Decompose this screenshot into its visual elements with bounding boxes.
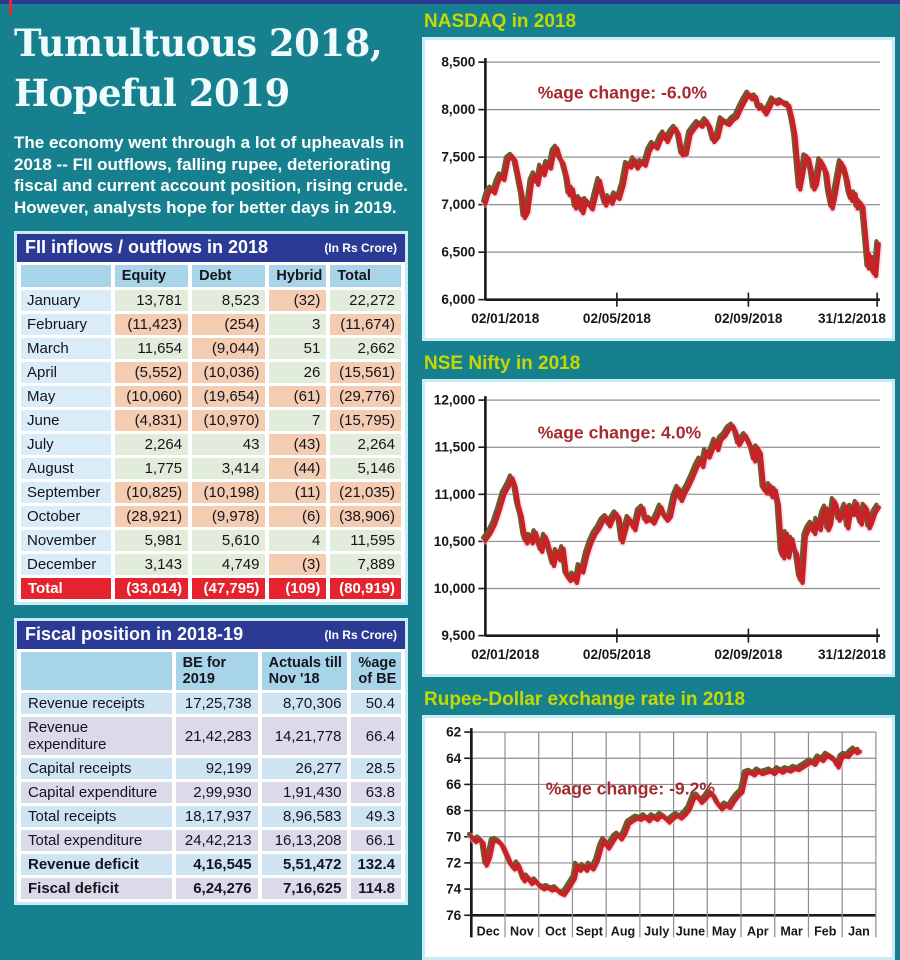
svg-text:02/09/2018: 02/09/2018 xyxy=(714,646,783,662)
fiscal-row xyxy=(21,782,401,803)
fii-value: 7,889 xyxy=(330,554,401,575)
fii-value: 8,523 xyxy=(192,290,265,311)
fii-value: 26 xyxy=(269,362,326,383)
svg-text:Aug: Aug xyxy=(610,924,636,939)
fii-row-november xyxy=(21,530,401,551)
fii-value: (11,423) xyxy=(115,314,188,335)
nasdaq-line-chart xyxy=(425,40,892,338)
fiscal-row xyxy=(21,854,401,875)
fiscal-panel-header xyxy=(17,621,405,649)
fiscal-value: 4,16,545 xyxy=(176,854,258,875)
fii-value: (38,906) xyxy=(330,506,401,527)
fii-row-may xyxy=(21,386,401,407)
fii-row-june xyxy=(21,410,401,431)
right-column xyxy=(422,4,895,960)
fiscal-col: BE for 2019 xyxy=(176,652,258,690)
fiscal-value: 21,42,283 xyxy=(176,717,258,755)
fii-month-label: March xyxy=(21,338,111,359)
fii-month-label: September xyxy=(21,482,111,503)
intro-text: The economy went through a lot of upheavals in 2018 -- FII outflows, falling rupee, deteriorating fiscal and current account position, rising crude. However, analysts hope for better days in 2019. xyxy=(14,133,408,217)
left-column xyxy=(14,12,408,918)
fii-panel-header xyxy=(17,234,405,262)
page-title-line2: Hopeful 2019 xyxy=(14,71,290,115)
chart-title-rupee: Rupee-Dollar exchange rate in 2018 xyxy=(424,688,746,710)
svg-text:02/05/2018: 02/05/2018 xyxy=(582,646,651,662)
fiscal-row-label: Revenue expenditure xyxy=(21,717,172,755)
svg-text:%age change: -9.2%: %age change: -9.2% xyxy=(545,778,716,799)
fii-header-row xyxy=(21,265,401,287)
fii-value: (61) xyxy=(269,386,326,407)
svg-text:7,500: 7,500 xyxy=(441,149,476,165)
fii-value: (9,978) xyxy=(192,506,265,527)
fii-value: 5,146 xyxy=(330,458,401,479)
svg-text:31/12/2018: 31/12/2018 xyxy=(817,646,886,662)
nasdaq-chart xyxy=(422,37,895,341)
chart-title-nasdaq: NASDAQ in 2018 xyxy=(424,11,577,32)
fii-value: 3,414 xyxy=(192,458,265,479)
fiscal-value: 17,25,738 xyxy=(176,693,258,714)
fii-value: 11,654 xyxy=(115,338,188,359)
fiscal-row xyxy=(21,830,401,851)
fii-value: 3 xyxy=(269,314,326,335)
fii-month-label: November xyxy=(21,530,111,551)
svg-text:64: 64 xyxy=(446,750,462,766)
fiscal-value: 1,91,430 xyxy=(262,782,348,803)
fii-row-february xyxy=(21,314,401,335)
fiscal-row-label: Total receipts xyxy=(21,806,172,827)
fiscal-col-label xyxy=(21,652,172,690)
fiscal-row xyxy=(21,693,401,714)
svg-text:02/01/2018: 02/01/2018 xyxy=(471,646,540,662)
fiscal-value: 28.5 xyxy=(351,758,401,779)
fii-value: (43) xyxy=(269,434,326,455)
svg-text:62: 62 xyxy=(446,724,462,740)
fii-row-august xyxy=(21,458,401,479)
rupee-line-chart xyxy=(425,718,892,958)
fii-total-value: (33,014) xyxy=(115,578,188,599)
fii-col-month xyxy=(21,265,111,287)
fii-value: (254) xyxy=(192,314,265,335)
svg-text:6,500: 6,500 xyxy=(441,244,476,260)
fii-month-label: December xyxy=(21,554,111,575)
fiscal-value: 92,199 xyxy=(176,758,258,779)
svg-text:8,000: 8,000 xyxy=(441,102,476,118)
fiscal-value: 63.8 xyxy=(351,782,401,803)
fiscal-row-label: Capital expenditure xyxy=(21,782,172,803)
fii-row-december xyxy=(21,554,401,575)
fiscal-value: 114.8 xyxy=(351,878,401,899)
fii-total-label: Total xyxy=(21,578,111,599)
svg-text:10,500: 10,500 xyxy=(433,533,476,549)
svg-text:%age change: 4.0%: %age change: 4.0% xyxy=(537,422,702,443)
nifty-chart xyxy=(422,379,895,677)
fiscal-row-label: Revenue receipts xyxy=(21,693,172,714)
fiscal-value: 2,99,930 xyxy=(176,782,258,803)
fii-value: 11,595 xyxy=(330,530,401,551)
fii-month-label: October xyxy=(21,506,111,527)
fiscal-value: 7,16,625 xyxy=(262,878,348,899)
fii-total-value: (80,919) xyxy=(330,578,401,599)
fii-row-september xyxy=(21,482,401,503)
fii-month-label: February xyxy=(21,314,111,335)
fiscal-value: 8,96,583 xyxy=(262,806,348,827)
svg-text:Sept: Sept xyxy=(575,924,603,939)
fiscal-row xyxy=(21,878,401,899)
svg-text:%age change: -6.0%: %age change: -6.0% xyxy=(537,82,708,103)
fii-value: (3) xyxy=(269,554,326,575)
svg-text:Mar: Mar xyxy=(780,924,803,939)
svg-text:Jan: Jan xyxy=(848,924,870,939)
svg-text:11,000: 11,000 xyxy=(434,486,476,502)
fiscal-col: Actuals till Nov '18 xyxy=(262,652,348,690)
fii-value: (11,674) xyxy=(330,314,401,335)
fii-value: (10,036) xyxy=(192,362,265,383)
fiscal-value: 66.4 xyxy=(351,717,401,755)
fii-total-value: (47,795) xyxy=(192,578,265,599)
fiscal-panel xyxy=(14,618,408,905)
fii-value: (4,831) xyxy=(115,410,188,431)
fii-row-april xyxy=(21,362,401,383)
fii-value: 13,781 xyxy=(115,290,188,311)
svg-text:11,500: 11,500 xyxy=(434,439,476,455)
fii-month-label: June xyxy=(21,410,111,431)
fii-month-label: August xyxy=(21,458,111,479)
svg-text:Feb: Feb xyxy=(814,924,837,939)
svg-text:Dec: Dec xyxy=(476,924,500,939)
fiscal-row-label: Fiscal deficit xyxy=(21,878,172,899)
fii-value: (15,561) xyxy=(330,362,401,383)
fii-value: 2,662 xyxy=(330,338,401,359)
svg-text:May: May xyxy=(711,924,737,939)
fii-value: 1,775 xyxy=(115,458,188,479)
fii-value: 7 xyxy=(269,410,326,431)
fii-col-debt: Debt xyxy=(192,265,265,287)
fii-value: 4,749 xyxy=(192,554,265,575)
red-corner-tick xyxy=(9,0,12,15)
fiscal-value: 16,13,208 xyxy=(262,830,348,851)
svg-text:76: 76 xyxy=(446,907,462,923)
fiscal-value: 8,70,306 xyxy=(262,693,348,714)
page-title-line1: Tumultuous 2018, xyxy=(14,21,383,65)
fiscal-value: 66.1 xyxy=(351,830,401,851)
fii-value: 2,264 xyxy=(330,434,401,455)
svg-text:66: 66 xyxy=(446,776,462,792)
fii-value: (5,552) xyxy=(115,362,188,383)
fii-value: (6) xyxy=(269,506,326,527)
chart-title-nifty: NSE Nifty in 2018 xyxy=(424,352,581,374)
fiscal-table-unit: (In Rs Crore) xyxy=(324,627,397,642)
fii-value: 2,264 xyxy=(115,434,188,455)
fii-row-july xyxy=(21,434,401,455)
fii-value: 5,981 xyxy=(115,530,188,551)
fii-value: (10,825) xyxy=(115,482,188,503)
fii-value: 3,143 xyxy=(115,554,188,575)
svg-text:02/01/2018: 02/01/2018 xyxy=(471,310,540,326)
svg-text:8,500: 8,500 xyxy=(441,54,476,70)
fii-row-october xyxy=(21,506,401,527)
fii-value: (44) xyxy=(269,458,326,479)
svg-text:74: 74 xyxy=(446,881,462,897)
svg-text:Oct: Oct xyxy=(545,924,567,939)
fiscal-row-label: Total expenditure xyxy=(21,830,172,851)
fii-panel xyxy=(14,231,408,605)
svg-text:70: 70 xyxy=(446,829,462,845)
fii-value: (11) xyxy=(269,482,326,503)
fii-month-label: July xyxy=(21,434,111,455)
svg-text:10,000: 10,000 xyxy=(433,580,476,596)
fiscal-value: 50.4 xyxy=(351,693,401,714)
svg-text:72: 72 xyxy=(446,855,462,871)
fiscal-row xyxy=(21,758,401,779)
fii-value: 5,610 xyxy=(192,530,265,551)
fii-month-label: January xyxy=(21,290,111,311)
fii-row-january xyxy=(21,290,401,311)
fii-total-row xyxy=(21,578,401,599)
fii-value: (21,035) xyxy=(330,482,401,503)
svg-text:02/05/2018: 02/05/2018 xyxy=(582,310,651,326)
svg-text:68: 68 xyxy=(446,802,462,818)
svg-text:12,000: 12,000 xyxy=(433,392,476,408)
fii-value: (32) xyxy=(269,290,326,311)
fii-value: (15,795) xyxy=(330,410,401,431)
fiscal-value: 5,51,472 xyxy=(262,854,348,875)
fii-col-total: Total xyxy=(330,265,401,287)
fii-month-label: May xyxy=(21,386,111,407)
rupee-chart xyxy=(422,715,895,960)
fiscal-row-label: Revenue deficit xyxy=(21,854,172,875)
fiscal-value: 14,21,778 xyxy=(262,717,348,755)
svg-text:June: June xyxy=(675,924,706,939)
fii-value: (28,921) xyxy=(115,506,188,527)
fii-table-unit: (In Rs Crore) xyxy=(324,240,397,255)
fii-month-label: April xyxy=(21,362,111,383)
fiscal-value: 18,17,937 xyxy=(176,806,258,827)
fiscal-row xyxy=(21,806,401,827)
fiscal-value: 26,277 xyxy=(262,758,348,779)
fiscal-col: %age of BE xyxy=(351,652,401,690)
fii-total-value: (109) xyxy=(269,578,326,599)
fii-col-hybrid: Hybrid xyxy=(269,265,326,287)
svg-text:Nov: Nov xyxy=(509,924,534,939)
fiscal-row-label: Capital receipts xyxy=(21,758,172,779)
fii-row-march xyxy=(21,338,401,359)
svg-text:02/09/2018: 02/09/2018 xyxy=(714,310,783,326)
svg-text:6,000: 6,000 xyxy=(441,292,476,308)
fii-table-title: FII inflows / outflows in 2018 xyxy=(25,237,269,257)
fiscal-header-row xyxy=(21,652,401,690)
fiscal-row xyxy=(21,717,401,755)
fii-value: (10,060) xyxy=(115,386,188,407)
fii-value: 43 xyxy=(192,434,265,455)
fii-value: (10,198) xyxy=(192,482,265,503)
fii-table xyxy=(17,262,405,602)
fiscal-value: 6,24,276 xyxy=(176,878,258,899)
fii-value: (9,044) xyxy=(192,338,265,359)
fiscal-value: 132.4 xyxy=(351,854,401,875)
fiscal-value: 49.3 xyxy=(351,806,401,827)
fii-value: 4 xyxy=(269,530,326,551)
svg-text:9,500: 9,500 xyxy=(441,628,476,644)
nifty-line-chart xyxy=(425,382,892,674)
svg-text:7,000: 7,000 xyxy=(441,197,476,213)
fii-col-equity: Equity xyxy=(115,265,188,287)
svg-text:Apr: Apr xyxy=(747,924,769,939)
fiscal-value: 24,42,213 xyxy=(176,830,258,851)
page-title xyxy=(14,18,408,118)
fii-value: 22,272 xyxy=(330,290,401,311)
fii-value: (29,776) xyxy=(330,386,401,407)
fii-value: (19,654) xyxy=(192,386,265,407)
svg-text:July: July xyxy=(644,924,670,939)
fii-value: 51 xyxy=(269,338,326,359)
svg-text:31/12/2018: 31/12/2018 xyxy=(817,310,886,326)
fiscal-table xyxy=(17,649,405,902)
fii-value: (10,970) xyxy=(192,410,265,431)
fiscal-table-title: Fiscal position in 2018-19 xyxy=(25,624,244,644)
